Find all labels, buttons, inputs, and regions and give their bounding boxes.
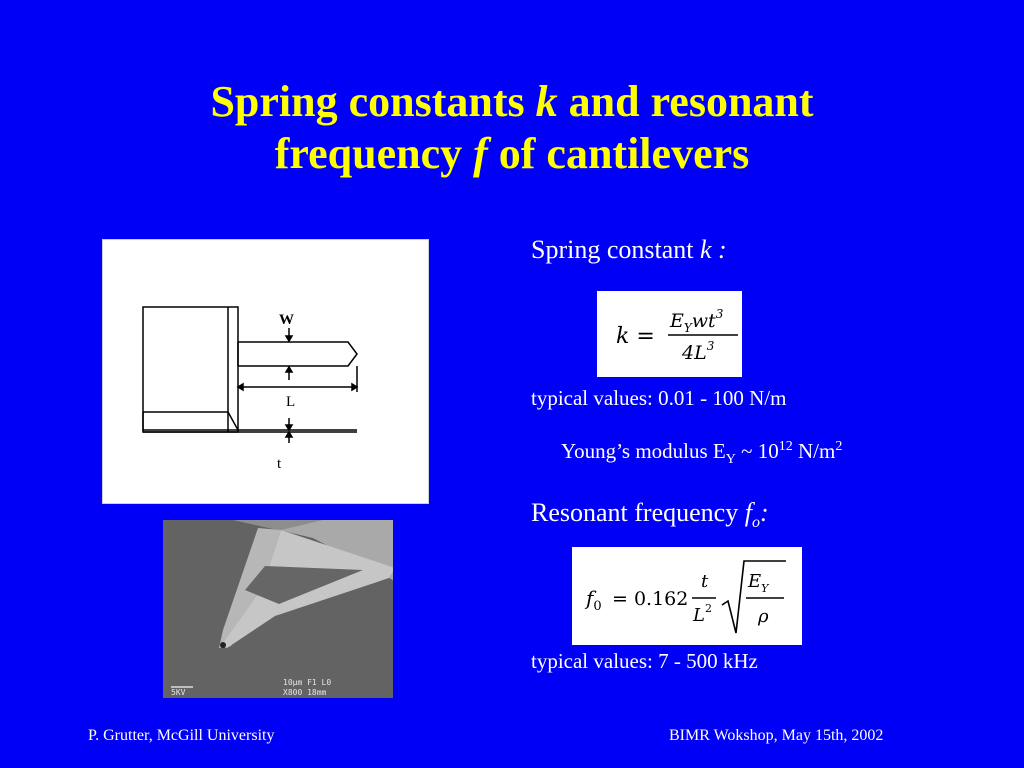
slide-title	[0, 76, 1024, 180]
sem-caption-scale: 10µm F1 L0	[283, 678, 332, 687]
cantilever-drawing	[103, 240, 430, 505]
resonant-frequency-formula	[572, 547, 802, 645]
svg-text:k =: k =	[616, 324, 655, 349]
svg-text:4L3: $4L^3$	[682, 339, 715, 364]
resonant-typical-values: typical values: 7 - 500 kHz	[531, 649, 758, 673]
length-label: L	[286, 394, 296, 410]
spring-constant-formula	[597, 291, 742, 377]
width-label: W	[279, 312, 294, 328]
svg-text:EY: $E_Y$	[748, 571, 769, 595]
svg-text:ρ: ρ	[758, 606, 769, 627]
chip-body	[143, 307, 238, 432]
footer-author: P. Grutter, McGill University	[88, 727, 275, 744]
svg-text:EYwt3: $E_Ywt^3$	[670, 307, 724, 335]
svg-text:t: t	[701, 571, 709, 592]
cantilever-top-view	[238, 342, 357, 366]
cantilever-schematic	[102, 239, 429, 504]
sem-caption-left: 5KV	[171, 688, 186, 697]
title-line-1: Spring constants k and resonant	[210, 77, 814, 126]
spring-typical-values: typical values: 0.01 - 100 N/m	[531, 386, 787, 410]
resonant-frequency-heading: Resonant frequency $f_o$:	[531, 498, 769, 532]
svg-text:L2: $L^2$	[693, 602, 712, 626]
footer-event: BIMR Wokshop, May 15th, 2002	[669, 727, 884, 744]
sem-caption-right: X800 18mm	[283, 688, 327, 697]
svg-text:f0: $f_0$	[586, 586, 602, 614]
title-line-2: frequency f of cantilevers	[274, 129, 750, 178]
thickness-label: t	[277, 456, 282, 472]
sem-micrograph	[163, 520, 393, 698]
youngs-modulus: Young’s modulus $E_Y$ ~ $10^{12}$ $N/m^2$	[561, 439, 843, 468]
svg-text:= 0.162: = 0.162	[612, 588, 689, 610]
sem-drawing	[163, 520, 393, 698]
spring-constant-heading: Spring constant k :	[531, 235, 727, 264]
